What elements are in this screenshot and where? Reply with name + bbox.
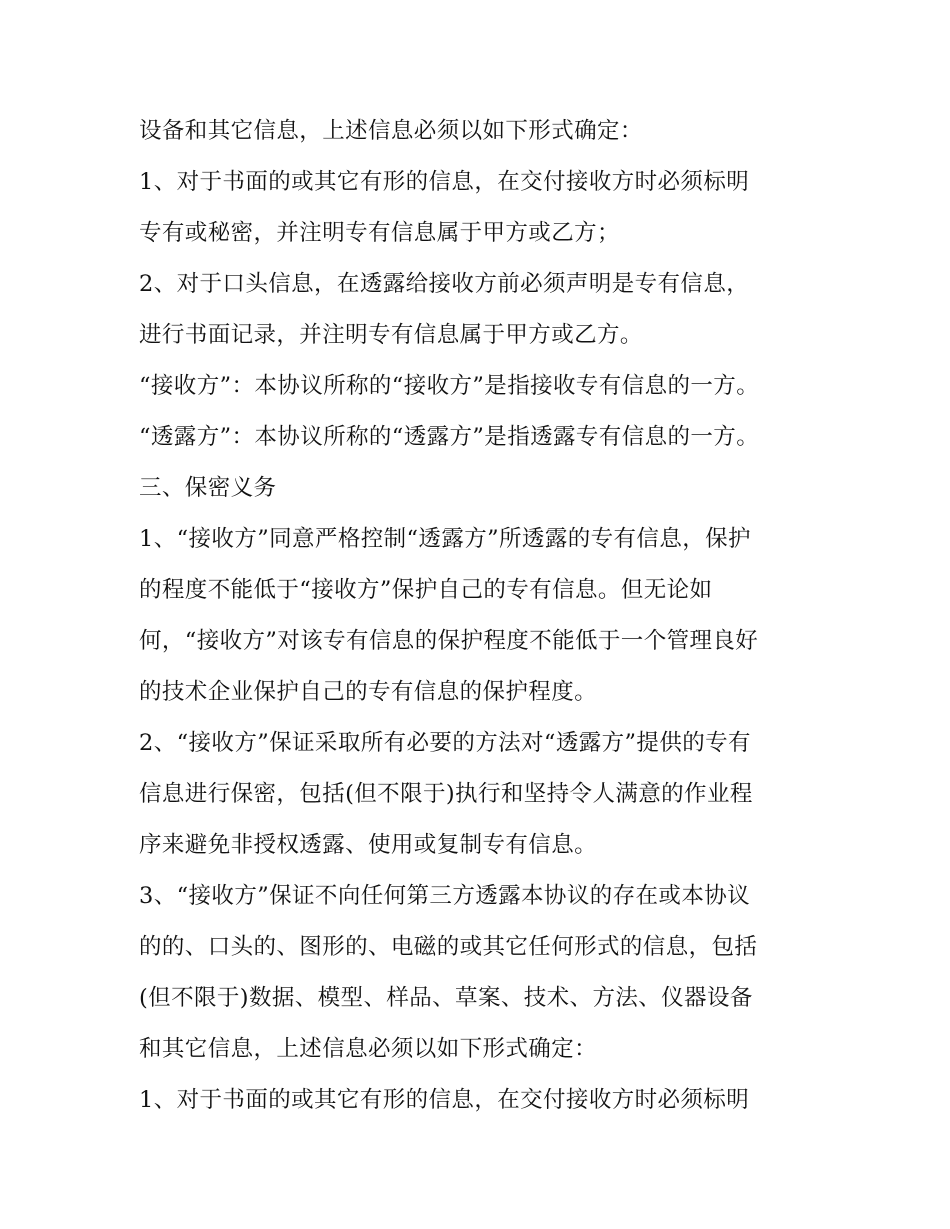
text-line: 的的、口头的、图形的、电磁的或其它任何形式的信息，包括 [139, 934, 758, 960]
text-line: “透露方”：本协议所称的“透露方”是指透露专有信息的一方。 [139, 424, 760, 450]
text-line: 3、“接收方”保证不向任何第三方透露本协议的存在或本协议 [139, 883, 751, 909]
text-line: 序来避免非授权透露、使用或复制专有信息。 [139, 832, 598, 858]
text-line: (但不限于)数据、模型、样品、草案、技术、方法、仪器设备 [139, 985, 753, 1011]
text-line: 的技术企业保护自己的专有信息的保护程度。 [139, 679, 598, 705]
text-line: 的程度不能低于“接收方”保护自己的专有信息。但无论如 [139, 577, 713, 603]
text-line: 何，“接收方”对该专有信息的保护程度不能低于一个管理良好 [139, 628, 759, 654]
text-line: 1、对于书面的或其它有形的信息，在交付接收方时必须标明 [139, 1087, 750, 1113]
text-line: 2、对于口头信息，在透露给接收方前必须声明是专有信息， [139, 271, 750, 297]
text-line: 专有或秘密，并注明专有信息属于甲方或乙方； [139, 220, 620, 246]
text-line: 1、“接收方”同意严格控制“透露方”所透露的专有信息，保护 [139, 526, 751, 552]
text-line: 设备和其它信息，上述信息必须以如下形式确定： [139, 118, 643, 144]
text-line: 信息进行保密，包括(但不限于)执行和坚持令人满意的作业程 [139, 781, 753, 807]
text-line: 进行书面记录，并注明专有信息属于甲方或乙方。 [139, 322, 643, 348]
document-body [139, 106, 829, 1126]
text-line: 1、对于书面的或其它有形的信息，在交付接收方时必须标明 [139, 169, 750, 195]
section-heading: 三、保密义务 [139, 475, 277, 501]
text-line: “接收方”：本协议所称的“接收方”是指接收专有信息的一方。 [139, 373, 760, 399]
text-line: 和其它信息，上述信息必须以如下形式确定： [139, 1036, 598, 1062]
text-line: 2、“接收方”保证采取所有必要的方法对“透露方”提供的专有 [139, 730, 751, 756]
